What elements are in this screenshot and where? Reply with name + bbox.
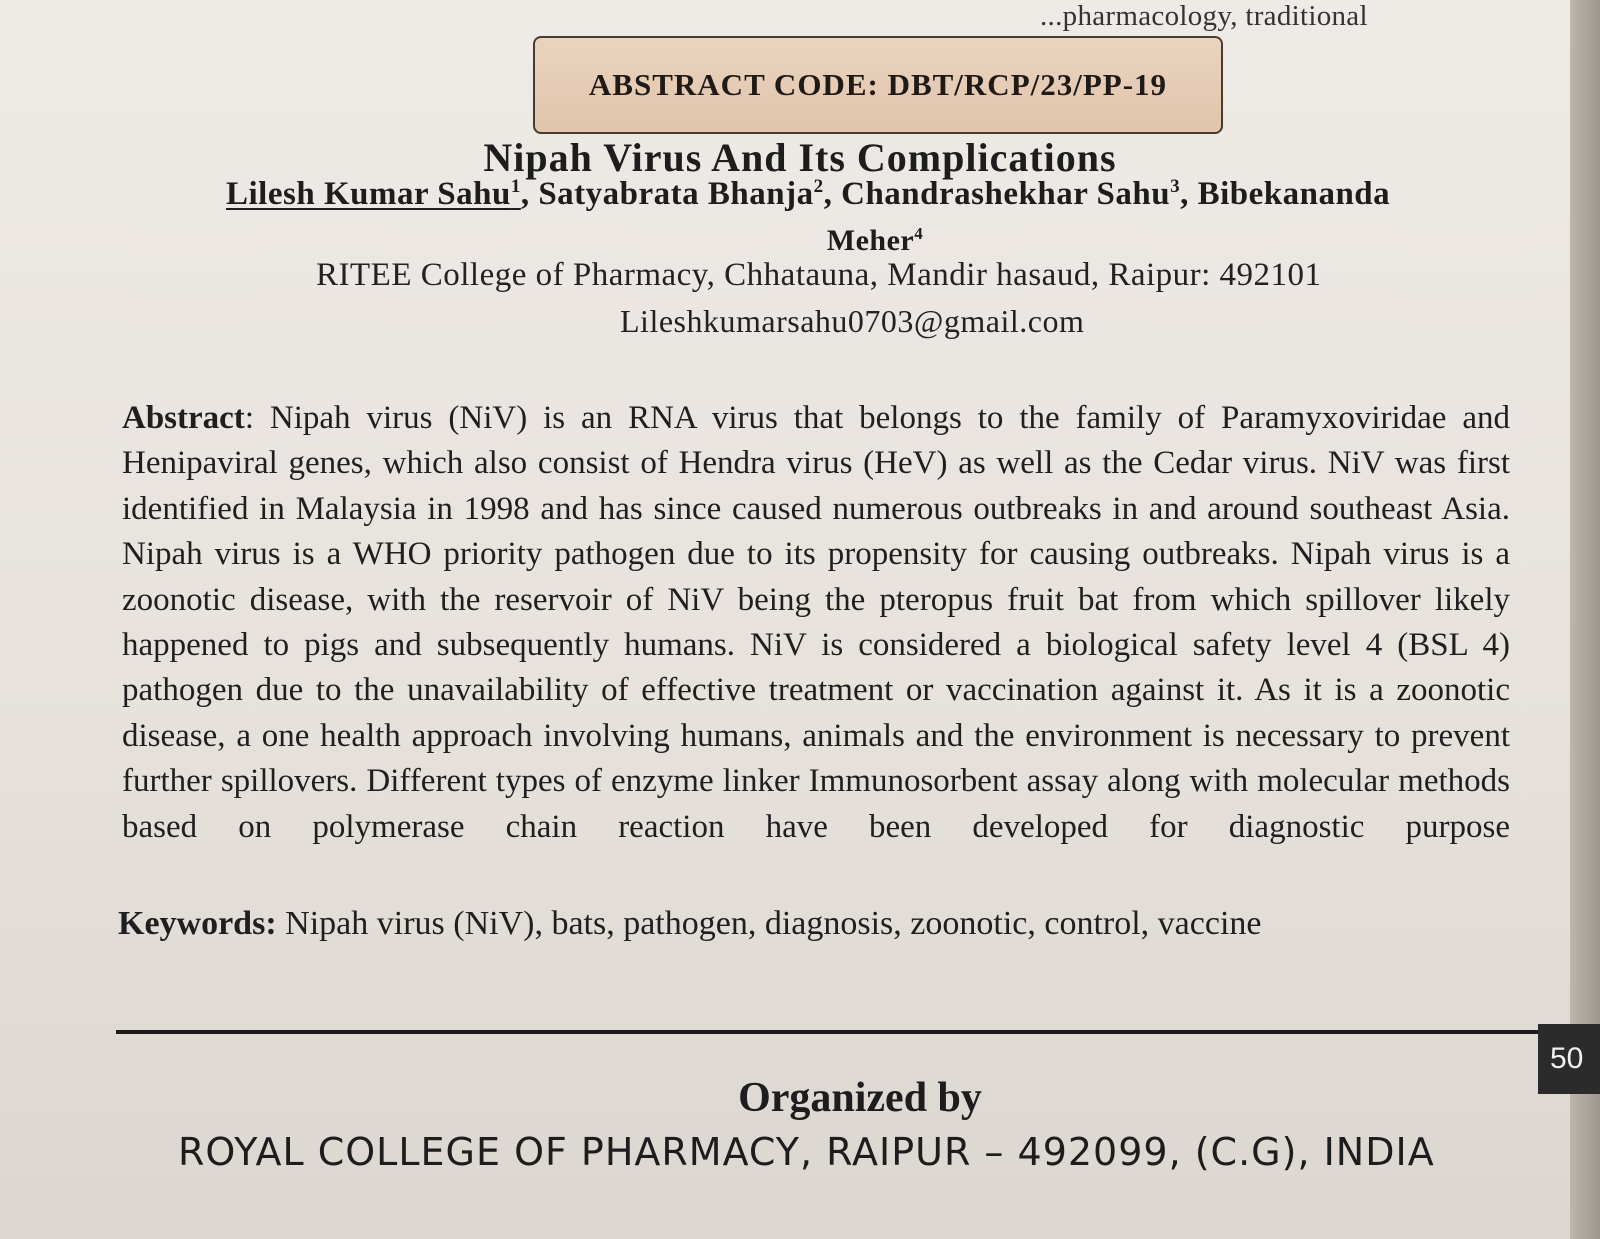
- author-3: Chandrashekhar Sahu$^3$: [841, 176, 1181, 212]
- author-line: Lilesh Kumar Sahu$^1$, Satyabrata Bhanja$^2$, Chandrashekhar Sahu$^3$, Bibekananda: [226, 176, 1391, 212]
- organizer-name: ROYAL COLLEGE OF PHARMACY, RAIPUR – 492099, (C.G), INDIA: [178, 1130, 1435, 1174]
- author-line-continued: Meher$^4$: [826, 224, 924, 257]
- abstract-label: Abstract: [122, 400, 245, 436]
- footer-divider: [116, 1030, 1570, 1034]
- organized-by-label: Organized by: [738, 1075, 982, 1121]
- author-4-first: Bibekananda: [1197, 176, 1391, 212]
- page-number-tab: 50: [1538, 1024, 1600, 1094]
- author-4-last: Meher: [826, 224, 915, 257]
- previous-text-fragment: ...pharmacology, traditional: [1040, 0, 1368, 32]
- abstract-code-box: [533, 36, 1223, 134]
- affiliation: RITEE College of Pharmacy, Chhatauna, Mandir hasaud, Raipur: 492101: [316, 257, 1322, 293]
- abstract-code: ABSTRACT CODE: DBT/RCP/23/PP-19: [588, 67, 1168, 102]
- abstract-paragraph: [122, 396, 1510, 850]
- keywords-line: [118, 905, 1261, 943]
- keywords-text: Nipah virus (NiV), bats, pathogen, diagnosis, zoonotic, control, vaccine: [276, 905, 1262, 942]
- paper-title: Nipah Virus And Its Complications: [483, 135, 1117, 180]
- keywords-label: Keywords:: [118, 905, 277, 942]
- abstract-text: : Nipah virus (NiV) is an RNA virus that belongs to the family of Paramyxoviridae and Henipaviral genes, which also consist of Hendra virus (HeV) as well as the Cedar virus. NiV was first identified in Malaysia in 1998 and has since caused numerous outbreaks in and around southeast Asia. Nipah virus is a WHO priority pathogen due to its propensity for causing outbreaks. Nipah virus is a zoonotic disease, with the reservoir of NiV being the pteropus fruit bat from which spillover likely happened to pigs and subsequently humans. NiV is considered a biological safety level 4 (BSL 4) pathogen due to the unavailability of effective treatment or vaccination against it. As it is a zoonotic disease, a one health approach involving humans, animals and the environment is necessary to prevent further spillovers. Different types of enzyme linker Immunosorbent assay along with molecular methods based on polymerase chain reaction have been developed for diagnostic purpose: [122, 400, 1510, 845]
- author-email: Lileshkumarsahu0703@gmail.com: [620, 303, 1085, 339]
- primary-author: Lilesh Kumar Sahu$^1$: [226, 176, 521, 212]
- author-2: Satyabrata Bhanja$^2$: [538, 176, 824, 212]
